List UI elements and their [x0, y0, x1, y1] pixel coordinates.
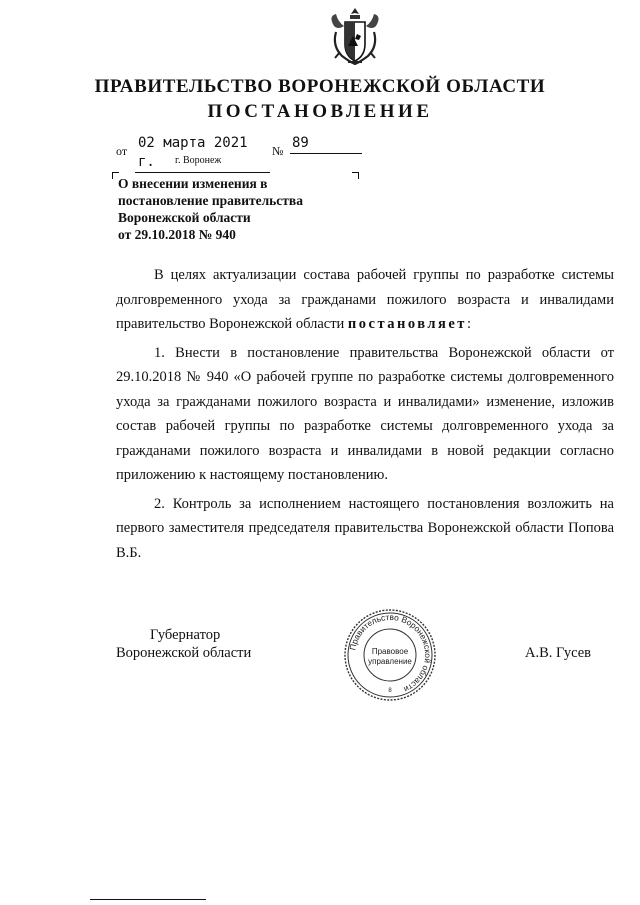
signer-position: [116, 626, 251, 662]
subject-line: постановление правительства: [118, 193, 303, 208]
signer-position-line2: Воронежской области: [116, 645, 252, 661]
preamble-text: В целях актуализации состава рабочей группы по разработке системы долговременного ухода за гражданами пожилого возраста и инвалидами правительство Воронежской области: [116, 267, 614, 332]
seal-outer-text: Правительство Воронежской области: [347, 611, 434, 695]
document-body: [116, 263, 614, 569]
seal-bottom-mark: 8: [388, 688, 392, 694]
official-seal-stamp: [343, 608, 437, 702]
subject-line: Воронежской области: [118, 210, 251, 225]
resolve-suffix: :: [466, 316, 471, 332]
item-2-paragraph: 2. Контроль за исполнением настоящего постановления возложить на первого заместителя председателя правительства Воронежской области Попова В.Б.: [116, 495, 614, 561]
number-prefix: №: [272, 144, 284, 158]
document-subject: [118, 175, 303, 243]
preamble-paragraph: [116, 263, 614, 337]
subject-line: от 29.10.2018 № 940: [118, 227, 236, 242]
resolve-word: постановляет: [347, 316, 467, 332]
subject-corner-right: [352, 172, 359, 179]
seal-inner-line2: управление: [368, 657, 412, 666]
item-1-paragraph: 1. Внести в постановление правительства Воронежской области от 29.10.2018 № 940 «О рабочей группе по разработке системы долговременного ухода за гражданами пожилого возраста и инвалидами» изменение, изложив состав рабочей группы по разработке системы долговременного ухода за гражданами пожилого возраста и инвалидами в новой редакции согласно приложению к настоящему постановлению.: [116, 344, 614, 483]
document-type-title: ПОСТАНОВЛЕНИЕ: [207, 101, 433, 122]
footer-divider: [90, 899, 206, 900]
subject-line: О внесении изменения в: [118, 176, 268, 191]
signer-position-line1: Губернатор: [150, 627, 221, 643]
government-title: ПРАВИТЕЛЬСТВО ВОРОНЕЖСКОЙ ОБЛАСТИ: [94, 76, 546, 97]
date-prefix: от: [116, 144, 128, 158]
document-number: 89: [290, 134, 362, 154]
document-date: 02 марта 2021 г.: [135, 134, 270, 173]
coat-of-arms-emblem: [326, 6, 384, 68]
signer-name: А.В. Гусев: [525, 645, 591, 661]
city-label: г. Воронеж: [175, 155, 222, 166]
seal-inner-line1: Правовое: [371, 647, 409, 656]
